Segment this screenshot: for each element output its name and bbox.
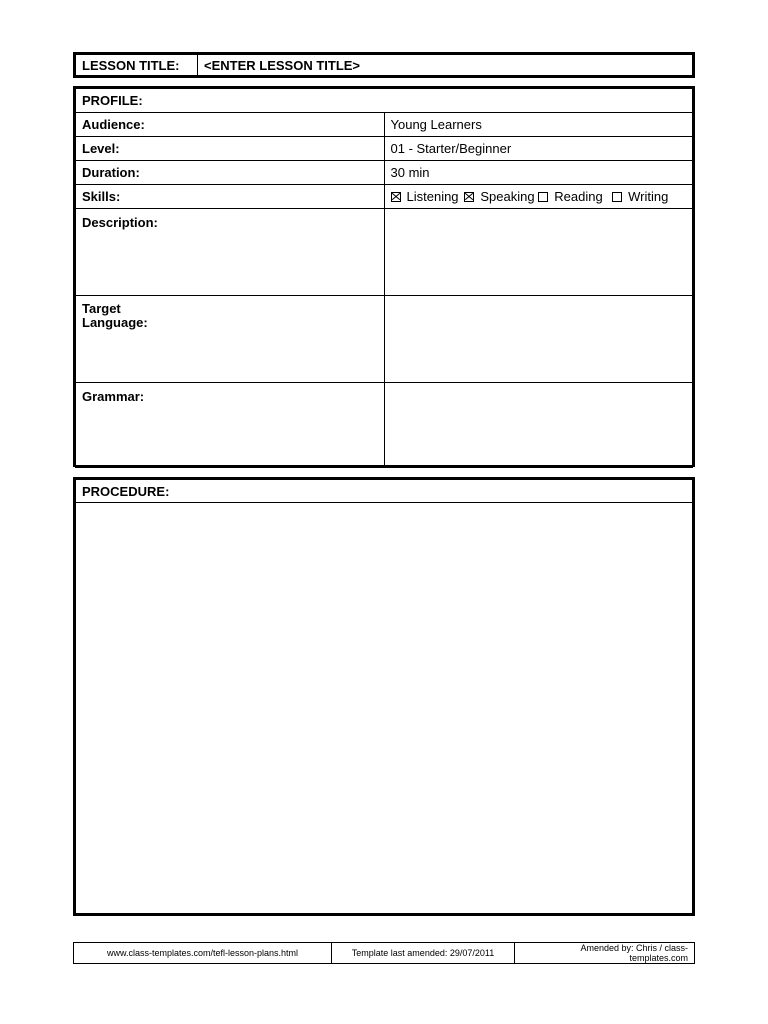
skill-speaking[interactable] [464,189,538,204]
level-label: Level: [76,137,385,161]
footer [73,942,695,964]
profile-heading: PROFILE: [76,89,693,113]
footer-author-line1: Amended by: Chris / class- [580,943,688,953]
level-field[interactable]: 01 - Starter/Beginner [384,137,693,161]
grammar-label: Grammar: [76,383,385,468]
audience-label: Audience: [76,113,385,137]
writing-checkbox-icon[interactable] [612,192,622,202]
skill-writing[interactable] [612,189,686,204]
speaking-checkbox-icon[interactable] [464,192,474,202]
target-language-label-line2: Language: [82,315,148,330]
procedure-field[interactable] [76,503,693,914]
lesson-title-field[interactable]: <ENTER LESSON TITLE> [198,55,693,76]
footer-url: www.class-templates.com/tefl-lesson-plans.html [74,943,332,963]
footer-author [515,943,694,963]
grammar-field[interactable] [384,383,693,468]
skill-writing-label: Writing [628,189,669,204]
description-label: Description: [76,209,385,296]
footer-amended-date: Template last amended: 29/07/2011 [332,943,515,963]
lesson-title-label: LESSON TITLE: [76,55,198,76]
listening-checkbox-icon[interactable] [391,192,401,202]
lesson-title-box [73,52,695,78]
target-language-field[interactable] [384,296,693,383]
skills-field [384,185,693,209]
skills-label: Skills: [76,185,385,209]
procedure-box [73,477,695,916]
procedure-heading: PROCEDURE: [76,480,693,503]
skill-listening[interactable] [391,189,465,204]
audience-field[interactable]: Young Learners [384,113,693,137]
skill-listening-label: Listening [406,189,459,204]
duration-label: Duration: [76,161,385,185]
profile-box [73,86,695,467]
skill-speaking-label: Speaking [480,189,535,204]
footer-author-line2: templates.com [629,953,688,963]
duration-field[interactable]: 30 min [384,161,693,185]
reading-checkbox-icon[interactable] [538,192,548,202]
description-field[interactable] [384,209,693,296]
target-language-label [76,296,385,383]
target-language-label-line1: Target [82,301,121,316]
skill-reading-label: Reading [554,189,603,204]
skill-reading[interactable] [538,189,612,204]
